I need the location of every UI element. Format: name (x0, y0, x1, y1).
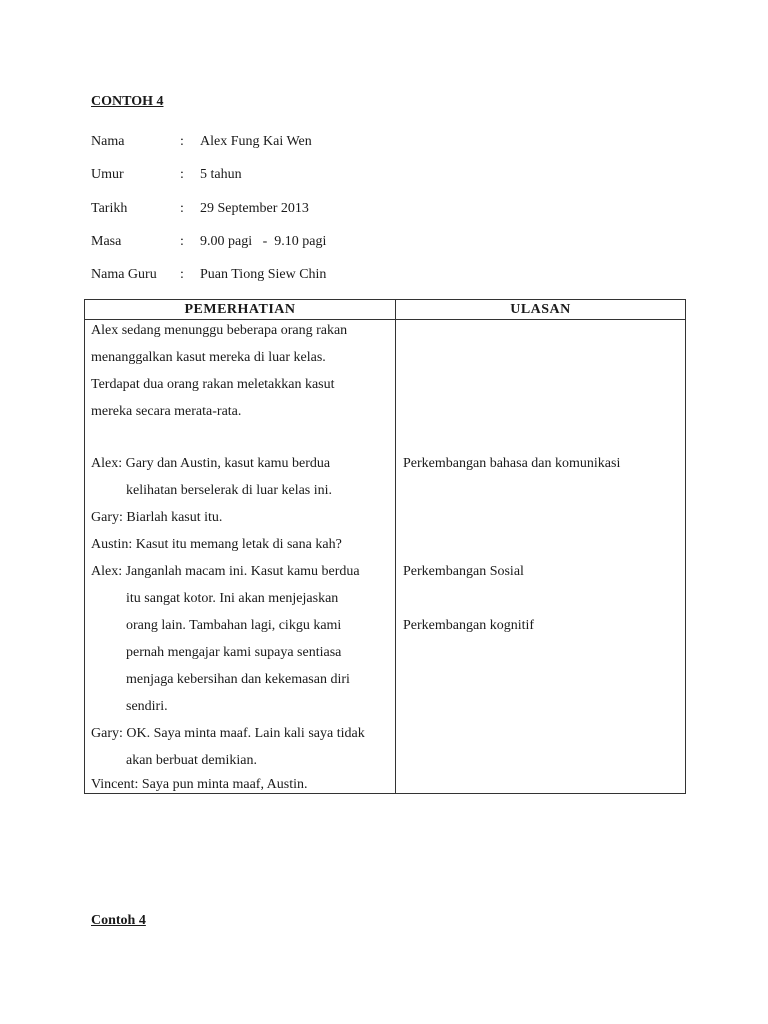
observation-line: kelihatan berselerak di luar kelas ini. (126, 483, 333, 498)
info-value: 29 September 2013 (200, 201, 309, 216)
info-colon: : (180, 134, 184, 149)
info-value: 9.00 pagi - 9.10 pagi (200, 234, 327, 249)
observation-line: Alex: Gary dan Austin, kasut kamu berdua (91, 456, 331, 471)
info-colon: : (180, 234, 184, 249)
info-label: Tarikh (91, 201, 128, 216)
observation-line: Terdapat dua orang rakan meletakkan kasut (91, 377, 335, 392)
observation-cell (85, 320, 396, 794)
info-label: Nama (91, 134, 125, 149)
header-pemerhatian: PEMERHATIAN (85, 300, 396, 320)
info-label: Masa (91, 234, 122, 249)
table-row (85, 320, 686, 794)
observation-line: itu sangat kotor. Ini akan menjejaskan (126, 591, 339, 606)
info-colon: : (180, 201, 184, 216)
observation-line: Gary: Biarlah kasut itu. (91, 510, 223, 525)
info-value: Alex Fung Kai Wen (200, 134, 312, 149)
observation-table (84, 299, 686, 794)
observation-line: akan berbuat demikian. (126, 753, 258, 768)
observation-line: mereka secara merata-rata. (91, 404, 242, 419)
remark-line: Perkembangan Sosial (403, 564, 524, 579)
info-value: 5 tahun (200, 167, 242, 182)
info-label: Nama Guru (91, 267, 157, 282)
info-value: Puan Tiong Siew Chin (200, 267, 327, 282)
info-label: Umur (91, 167, 124, 182)
remark-line: Perkembangan bahasa dan komunikasi (403, 456, 621, 471)
page-title: CONTOH 4 (91, 94, 164, 109)
observation-line: Gary: OK. Saya minta maaf. Lain kali saya tidak (91, 726, 365, 741)
info-colon: : (180, 167, 184, 182)
info-colon: : (180, 267, 184, 282)
observation-line: orang lain. Tambahan lagi, cikgu kami (126, 618, 342, 633)
observation-line: Austin: Kasut itu memang letak di sana kah? (91, 537, 342, 552)
observation-line: sendiri. (126, 699, 168, 714)
footer-heading: Contoh 4 (91, 913, 146, 928)
observation-line: pernah mengajar kami supaya sentiasa (126, 645, 342, 660)
observation-line: Alex sedang menunggu beberapa orang rakan (91, 323, 348, 338)
observation-line: menjaga kebersihan dan kekemasan diri (126, 672, 350, 687)
remark-line: Perkembangan kognitif (403, 618, 535, 633)
observation-line: Vincent: Saya pun minta maaf, Austin. (91, 777, 308, 792)
observation-line: menanggalkan kasut mereka di luar kelas. (91, 350, 326, 365)
observation-line: Alex: Janganlah macam ini. Kasut kamu berdua (91, 564, 360, 579)
remark-cell (396, 320, 686, 794)
header-ulasan: ULASAN (396, 300, 686, 320)
